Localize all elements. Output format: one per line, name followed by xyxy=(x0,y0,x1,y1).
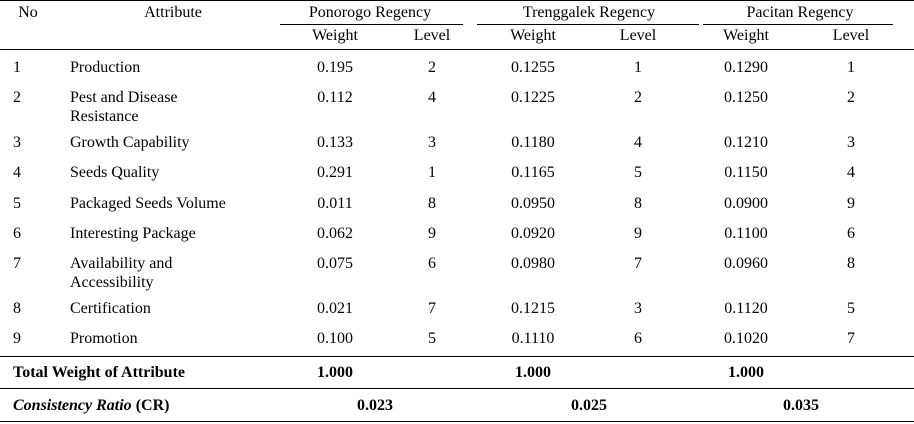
header-level: Level xyxy=(413,27,451,44)
row-attribute: Interesting Package xyxy=(70,225,196,242)
header-no: No xyxy=(18,4,38,21)
row-weight: 0.011 xyxy=(317,195,353,212)
row-weight: 0.133 xyxy=(317,134,353,151)
row-number: 7 xyxy=(13,255,21,272)
row-weight: 0.1250 xyxy=(724,89,768,106)
total-label: Total Weight of Attribute xyxy=(13,364,186,381)
row-level: 4 xyxy=(634,134,642,151)
row-attribute: Packaged Seeds Volume xyxy=(70,195,226,212)
row-level: 1 xyxy=(428,164,436,181)
row-weight: 0.1110 xyxy=(511,330,555,347)
row-level: 5 xyxy=(634,164,642,181)
row-weight: 0.1020 xyxy=(724,330,768,347)
row-attribute: Resistance xyxy=(70,108,139,125)
row-weight: 0.0920 xyxy=(511,225,555,242)
consistency-ratio-label-abbrev: (CR) xyxy=(131,397,170,414)
row-attribute: Production xyxy=(70,59,141,76)
row-level: 4 xyxy=(847,164,855,181)
row-level: 3 xyxy=(634,300,642,317)
header-level: Level xyxy=(832,27,870,44)
header-weight: Weight xyxy=(510,27,556,44)
row-level: 2 xyxy=(428,59,436,76)
row-attribute: Pest and Disease xyxy=(70,89,178,106)
header-weight: Weight xyxy=(723,27,769,44)
row-weight: 0.021 xyxy=(317,300,353,317)
row-weight: 0.195 xyxy=(317,59,353,76)
region-underline xyxy=(477,24,699,25)
row-weight: 0.0980 xyxy=(511,255,555,272)
row-number: 1 xyxy=(13,59,21,76)
row-weight: 0.1225 xyxy=(511,89,555,106)
row-level: 2 xyxy=(634,89,642,106)
row-level: 5 xyxy=(428,330,436,347)
row-attribute: Growth Capability xyxy=(70,134,190,151)
row-level: 9 xyxy=(847,195,855,212)
row-attribute: Accessibility xyxy=(70,274,154,291)
row-attribute: Promotion xyxy=(70,330,138,347)
row-number: 2 xyxy=(13,89,21,106)
row-weight: 0.1180 xyxy=(511,134,555,151)
row-level: 9 xyxy=(428,225,436,242)
row-level: 3 xyxy=(847,134,855,151)
consistency-ratio-label-italic: Consistency Ratio xyxy=(13,397,132,414)
header-weight: Weight xyxy=(312,27,358,44)
row-weight: 0.0900 xyxy=(724,195,768,212)
row-level: 6 xyxy=(634,330,642,347)
row-number: 4 xyxy=(13,164,21,181)
row-level: 8 xyxy=(847,255,855,272)
consistency-ratio-value: 0.025 xyxy=(571,397,607,414)
row-attribute: Certification xyxy=(70,300,151,317)
total-bottom-border xyxy=(0,388,914,389)
header-level: Level xyxy=(619,27,657,44)
row-attribute: Seeds Quality xyxy=(70,164,160,181)
row-level: 1 xyxy=(847,59,855,76)
total-weight: 1.000 xyxy=(728,364,764,381)
total-weight: 1.000 xyxy=(317,364,353,381)
row-level: 5 xyxy=(847,300,855,317)
row-weight: 0.1215 xyxy=(511,300,555,317)
row-level: 8 xyxy=(428,195,436,212)
row-attribute: Availability and xyxy=(70,255,173,272)
consistency-ratio-value: 0.023 xyxy=(357,397,393,414)
header-region: Pacitan Regency xyxy=(746,4,854,21)
row-number: 3 xyxy=(13,134,21,151)
row-level: 7 xyxy=(428,300,436,317)
row-number: 8 xyxy=(13,300,21,317)
row-level: 4 xyxy=(428,89,436,106)
row-level: 6 xyxy=(847,225,855,242)
row-weight: 0.1210 xyxy=(724,134,768,151)
row-weight: 0.112 xyxy=(317,89,353,106)
row-level: 6 xyxy=(428,255,436,272)
row-weight: 0.1290 xyxy=(724,59,768,76)
row-weight: 0.100 xyxy=(317,330,353,347)
consistency-ratio-value: 0.035 xyxy=(783,397,819,414)
row-weight: 0.1100 xyxy=(724,225,768,242)
row-weight: 0.1150 xyxy=(724,164,768,181)
row-weight: 0.291 xyxy=(317,164,353,181)
row-weight: 0.075 xyxy=(317,255,353,272)
row-weight: 0.1255 xyxy=(511,59,555,76)
row-level: 8 xyxy=(634,195,642,212)
row-level: 1 xyxy=(634,59,642,76)
region-underline xyxy=(280,24,463,25)
header-bottom-border xyxy=(0,49,914,50)
consistency-ratio-label xyxy=(13,397,169,415)
region-underline xyxy=(703,24,893,25)
row-weight: 0.0950 xyxy=(511,195,555,212)
row-number: 6 xyxy=(13,225,21,242)
row-level: 3 xyxy=(428,134,436,151)
row-level: 2 xyxy=(847,89,855,106)
row-weight: 0.1120 xyxy=(724,300,768,317)
row-level: 7 xyxy=(634,255,642,272)
row-weight: 0.1165 xyxy=(511,164,555,181)
row-weight: 0.062 xyxy=(317,225,353,242)
totals-top-border xyxy=(0,356,914,357)
total-weight: 1.000 xyxy=(515,364,551,381)
header-attribute: Attribute xyxy=(144,4,202,21)
row-level: 7 xyxy=(847,330,855,347)
row-number: 5 xyxy=(13,195,21,212)
row-weight: 0.0960 xyxy=(724,255,768,272)
header-region: Trenggalek Regency xyxy=(522,4,656,21)
row-level: 9 xyxy=(634,225,642,242)
table-bottom-border xyxy=(0,421,914,422)
row-number: 9 xyxy=(13,330,21,347)
header-region: Ponorogo Regency xyxy=(308,4,432,21)
table-top-border xyxy=(0,0,914,1)
